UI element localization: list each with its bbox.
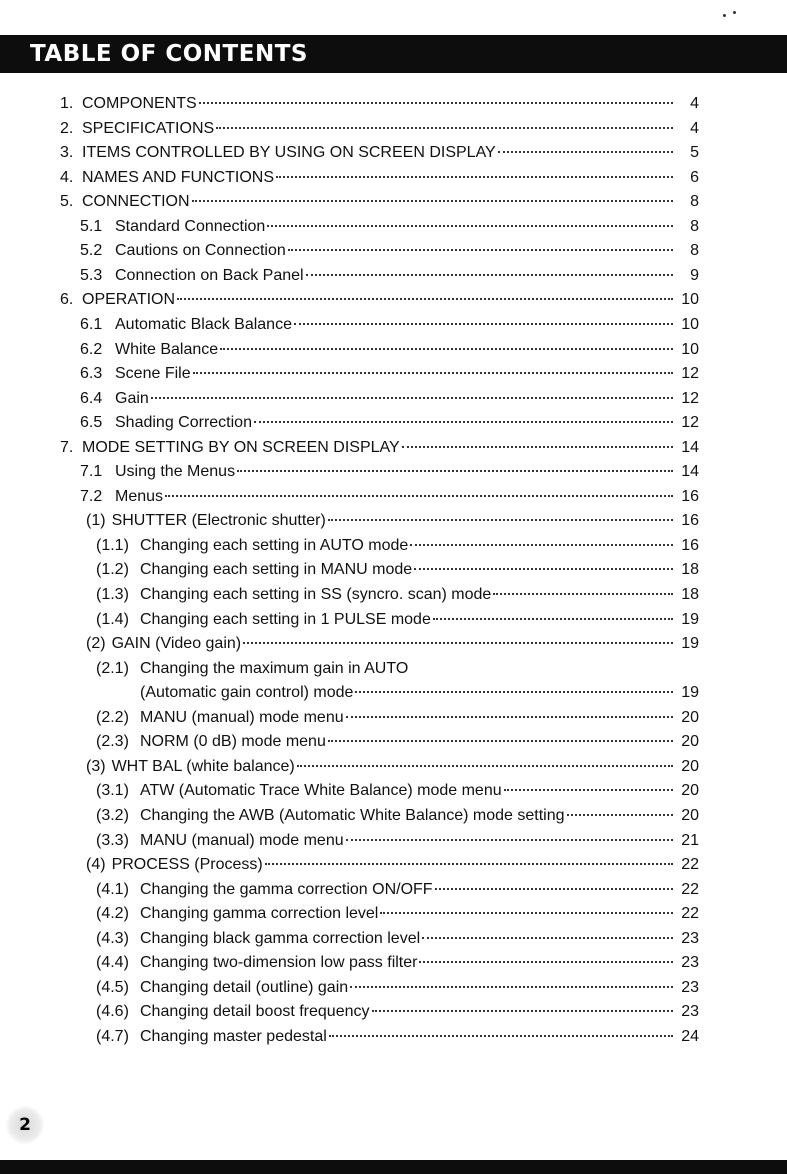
toc-entry bbox=[80, 460, 699, 484]
toc-entry-number: (4.7) bbox=[96, 1027, 129, 1045]
toc-dot-leader bbox=[177, 298, 673, 300]
toc-entry bbox=[60, 166, 699, 190]
toc-entry-number: (4.2) bbox=[96, 905, 129, 923]
toc-entry bbox=[60, 288, 699, 312]
toc-entry-page: 23 bbox=[681, 978, 699, 996]
toc-entry bbox=[96, 558, 699, 582]
toc-entry bbox=[60, 190, 699, 214]
toc-dot-leader bbox=[243, 642, 673, 644]
toc-entry-number: (1) bbox=[86, 512, 106, 530]
toc-entry-title: Changing master pedestal bbox=[140, 1027, 327, 1045]
toc-entry-number: 6. bbox=[60, 291, 74, 309]
header-bar bbox=[0, 35, 787, 73]
toc-entry-page: 14 bbox=[681, 438, 699, 456]
toc-dot-leader bbox=[237, 470, 673, 472]
toc-entry bbox=[96, 829, 699, 853]
toc-entry-number: (4.1) bbox=[96, 880, 129, 898]
page-number-badge bbox=[6, 1106, 44, 1144]
toc-entry-page: 12 bbox=[681, 414, 699, 432]
toc-entry-title: Changing the AWB (Automatic White Balance) mode setting bbox=[140, 806, 565, 824]
toc-entry-title: COMPONENTS bbox=[82, 95, 197, 112]
toc-entry-number: 2. bbox=[60, 119, 74, 137]
toc-entry-title: WHT BAL (white balance) bbox=[111, 757, 295, 775]
toc-entry-page: 8 bbox=[690, 217, 699, 235]
corner-marks bbox=[721, 10, 739, 18]
toc-entry-number: (2.2) bbox=[96, 708, 129, 726]
toc-dot-leader bbox=[504, 789, 673, 791]
toc-entry-page: 18 bbox=[681, 586, 699, 603]
toc-entry-page: 10 bbox=[681, 315, 699, 333]
toc-entry bbox=[80, 485, 699, 509]
toc-dot-leader bbox=[435, 888, 673, 890]
toc-entry bbox=[60, 436, 699, 460]
toc-dot-leader bbox=[297, 765, 673, 767]
toc-dot-leader bbox=[294, 323, 673, 325]
toc-dot-leader bbox=[193, 372, 673, 374]
toc-entry-title: Changing detail boost frequency bbox=[140, 1003, 370, 1021]
toc-entry-number: (4.5) bbox=[96, 978, 129, 996]
toc-dot-leader bbox=[267, 225, 673, 227]
toc-dot-leader bbox=[372, 1010, 674, 1012]
toc-entry bbox=[96, 878, 699, 902]
toc-entry-page: 20 bbox=[681, 782, 699, 800]
toc-entry-number: 5.3 bbox=[80, 266, 103, 284]
toc-entry-page: 18 bbox=[681, 561, 699, 579]
toc-dot-leader bbox=[567, 814, 673, 816]
toc-entry-page: 21 bbox=[681, 831, 699, 849]
toc-entry bbox=[96, 927, 699, 951]
toc-entry-number: 1. bbox=[60, 95, 74, 112]
toc-entry bbox=[96, 779, 699, 803]
toc-entry-number: 7.2 bbox=[80, 487, 103, 505]
toc-entry bbox=[80, 362, 699, 386]
toc-entry-title: MODE SETTING BY ON SCREEN DISPLAY bbox=[82, 438, 400, 456]
toc-entry-page: 22 bbox=[681, 905, 699, 923]
toc-entry bbox=[96, 1025, 699, 1049]
toc-entry-page: 23 bbox=[681, 1003, 699, 1021]
page-title: TABLE OF CONTENTS bbox=[30, 41, 308, 67]
toc-entry bbox=[80, 411, 699, 435]
toc-entry-page: 12 bbox=[681, 389, 699, 407]
toc-entry-page: 16 bbox=[681, 536, 699, 554]
toc-entry-page: 23 bbox=[681, 954, 699, 972]
toc-entry-title: Changing each setting in SS (syncro. scan) mode bbox=[140, 586, 492, 603]
toc-entry-title: Changing each setting in MANU mode bbox=[140, 561, 413, 579]
toc-entry-title: MANU (manual) mode menu bbox=[140, 708, 344, 726]
toc-entry-page: 8 bbox=[690, 242, 699, 260]
toc-entry bbox=[96, 902, 699, 926]
toc-entry bbox=[96, 583, 699, 607]
toc-dot-leader bbox=[355, 691, 673, 693]
toc-entry-page: 10 bbox=[681, 340, 699, 358]
toc-entry-title: (Automatic gain control) mode bbox=[140, 684, 354, 702]
toc-dot-leader bbox=[276, 176, 673, 178]
toc-entry bbox=[140, 681, 699, 705]
toc-entry-page: 20 bbox=[681, 806, 699, 824]
toc-entry-number: 6.2 bbox=[80, 340, 103, 358]
toc-entry bbox=[86, 632, 699, 656]
toc-entry-page: 22 bbox=[681, 880, 699, 898]
toc-entry-title: Scene File bbox=[115, 365, 191, 383]
toc-entry-number: 5.1 bbox=[80, 217, 103, 235]
toc-entry-title: Connection on Back Panel bbox=[115, 266, 304, 284]
toc-entry-page: 19 bbox=[681, 684, 699, 702]
toc-entry-number: (3.2) bbox=[96, 806, 129, 824]
toc-entry-page: 4 bbox=[690, 119, 699, 137]
toc-entry bbox=[60, 141, 699, 165]
toc-entry-number: 6.4 bbox=[80, 389, 103, 407]
toc-entry bbox=[80, 387, 699, 411]
toc-dot-leader bbox=[493, 593, 673, 595]
toc-entry-page: 16 bbox=[681, 512, 699, 530]
toc-entry bbox=[96, 706, 699, 730]
toc-entry-page: 20 bbox=[681, 733, 699, 751]
toc-dot-leader bbox=[422, 937, 673, 939]
toc-dot-leader bbox=[306, 274, 673, 276]
toc-entry bbox=[96, 804, 699, 828]
toc-entry-page: 4 bbox=[690, 95, 699, 112]
toc-dot-leader bbox=[328, 740, 673, 742]
toc-dot-leader bbox=[328, 519, 673, 521]
toc-entry-number: 5. bbox=[60, 193, 74, 211]
toc-entry-number: (1.2) bbox=[96, 561, 129, 579]
toc-entry-number: (4.4) bbox=[96, 954, 129, 972]
toc-dot-leader bbox=[151, 397, 673, 399]
toc-entry-page: 20 bbox=[681, 708, 699, 726]
toc-entry-title: Changing two-dimension low pass filter bbox=[140, 954, 418, 972]
toc-dot-leader bbox=[380, 912, 673, 914]
toc-entry-page: 16 bbox=[681, 487, 699, 505]
toc-dot-leader bbox=[498, 151, 673, 153]
toc-entry bbox=[96, 608, 699, 632]
toc-entry-page: 6 bbox=[690, 168, 699, 186]
toc-dot-leader bbox=[288, 249, 673, 251]
toc-entry-number: 4. bbox=[60, 168, 74, 186]
toc-dot-leader bbox=[350, 986, 673, 988]
toc-entry-page: 10 bbox=[681, 291, 699, 309]
toc-entry-title: GAIN (Video gain) bbox=[111, 635, 242, 653]
toc-entry-page: 19 bbox=[681, 635, 699, 653]
toc-entry-title: PROCESS (Process) bbox=[111, 856, 263, 874]
toc-entry bbox=[96, 951, 699, 975]
toc-entry-number: (3.3) bbox=[96, 831, 129, 849]
toc-entry-title: Standard Connection bbox=[115, 217, 266, 235]
toc-entry-page: 9 bbox=[690, 266, 699, 284]
toc-entry bbox=[80, 264, 699, 288]
toc-entry-page: 19 bbox=[681, 610, 699, 628]
bottom-bar bbox=[0, 1160, 787, 1174]
toc-entry-title: White Balance bbox=[115, 340, 219, 358]
toc-dot-leader bbox=[192, 200, 673, 202]
toc-entry bbox=[60, 117, 699, 141]
toc-dot-leader bbox=[402, 446, 673, 448]
toc-dot-leader bbox=[329, 1035, 673, 1037]
toc-entry-number: (1.3) bbox=[96, 586, 129, 603]
toc-dot-leader bbox=[414, 568, 673, 570]
toc-entry-title: Changing gamma correction level bbox=[140, 905, 379, 923]
toc-entry-title: Automatic Black Balance bbox=[115, 315, 292, 333]
toc-entry bbox=[86, 853, 699, 877]
toc-entry-title: Changing detail (outline) gain bbox=[140, 978, 349, 996]
toc-entry bbox=[96, 657, 699, 681]
toc-entry-title: SHUTTER (Electronic shutter) bbox=[111, 512, 326, 530]
toc-entry-number: 6.5 bbox=[80, 414, 103, 432]
toc-entry bbox=[80, 338, 699, 362]
toc-entry-page: 14 bbox=[681, 463, 699, 481]
toc-entry-number: 7. bbox=[60, 438, 74, 456]
toc-entry-number: 7.1 bbox=[80, 463, 103, 481]
toc-entry bbox=[80, 313, 699, 337]
toc-entry-title: Changing black gamma correction level bbox=[140, 929, 421, 947]
toc-entry bbox=[86, 755, 699, 779]
toc-entry bbox=[80, 215, 699, 239]
toc-entry-number: (3) bbox=[86, 757, 106, 775]
toc-dot-leader bbox=[346, 716, 673, 718]
toc-entry-number: 3. bbox=[60, 144, 74, 162]
toc-dot-leader bbox=[419, 961, 673, 963]
toc-entry-number: (1.4) bbox=[96, 610, 129, 628]
toc-entry-title: OPERATION bbox=[82, 291, 176, 309]
toc-entry-title: ITEMS CONTROLLED BY USING ON SCREEN DISPLAY bbox=[82, 144, 496, 162]
toc-entry-number: (4.3) bbox=[96, 929, 129, 947]
toc-dot-leader bbox=[265, 863, 673, 865]
toc-entry-number: (4) bbox=[86, 856, 106, 874]
toc-entry-title: Changing each setting in AUTO mode bbox=[140, 536, 409, 554]
toc-entry-number: (2.3) bbox=[96, 733, 129, 751]
toc-entry-page: 22 bbox=[681, 856, 699, 874]
toc-entry-page: 8 bbox=[690, 193, 699, 211]
header-tick bbox=[761, 37, 787, 41]
toc-dot-leader bbox=[410, 544, 673, 546]
toc-entry bbox=[80, 239, 699, 263]
toc-entry-number: (2.1) bbox=[96, 659, 129, 677]
toc-dot-leader bbox=[220, 348, 673, 350]
toc-entry-number: (4.6) bbox=[96, 1003, 129, 1021]
toc-dot-leader bbox=[165, 495, 673, 497]
toc-entry-number: 6.1 bbox=[80, 315, 103, 333]
page-number: 2 bbox=[19, 1115, 31, 1135]
toc-entry-number: (1.1) bbox=[96, 536, 129, 554]
toc-entry-page: 12 bbox=[681, 365, 699, 383]
toc-entry-title: CONNECTION bbox=[82, 193, 190, 211]
toc-entry bbox=[96, 730, 699, 754]
toc-entry-page: 20 bbox=[681, 757, 699, 775]
toc-entry-title: Menus bbox=[115, 487, 164, 505]
toc-entry-title: SPECIFICATIONS bbox=[82, 119, 215, 137]
toc-entry-title: Changing each setting in 1 PULSE mode bbox=[140, 610, 431, 628]
toc-entry-number: 5.2 bbox=[80, 242, 103, 260]
toc-entry bbox=[60, 92, 699, 116]
toc-dot-leader bbox=[254, 421, 673, 423]
toc-entry-title: ATW (Automatic Trace White Balance) mode menu bbox=[140, 782, 502, 800]
toc-entry-title: Cautions on Connection bbox=[115, 242, 286, 260]
toc-entry-title: Shading Correction bbox=[115, 414, 252, 432]
toc-entry-number: 6.3 bbox=[80, 365, 103, 383]
toc-entry bbox=[86, 509, 699, 533]
toc-entry-number: (3.1) bbox=[96, 782, 129, 800]
toc-entry-page: 24 bbox=[681, 1027, 699, 1045]
toc-entry-title: NORM (0 dB) mode menu bbox=[140, 733, 326, 751]
toc-entry bbox=[96, 976, 699, 1000]
toc-entry-title: Using the Menus bbox=[115, 463, 236, 481]
toc-entry-title: MANU (manual) mode menu bbox=[140, 831, 344, 849]
toc-entry bbox=[96, 1000, 699, 1024]
toc-entry-title: NAMES AND FUNCTIONS bbox=[82, 168, 275, 186]
toc-dot-leader bbox=[216, 127, 673, 129]
toc-entry-page: 5 bbox=[690, 144, 699, 162]
toc-entry-title: Changing the gamma correction ON/OFF bbox=[140, 880, 433, 898]
toc-entry-title: Gain bbox=[115, 389, 149, 407]
toc-dot-leader bbox=[199, 102, 673, 104]
toc-dot-leader bbox=[433, 618, 673, 620]
toc-dot-leader bbox=[346, 839, 673, 841]
toc-entry bbox=[96, 534, 699, 558]
toc-entry-page: 23 bbox=[681, 929, 699, 947]
toc-entry-number: (2) bbox=[86, 635, 106, 653]
toc-entry-title: Changing the maximum gain in AUTO bbox=[140, 659, 409, 677]
